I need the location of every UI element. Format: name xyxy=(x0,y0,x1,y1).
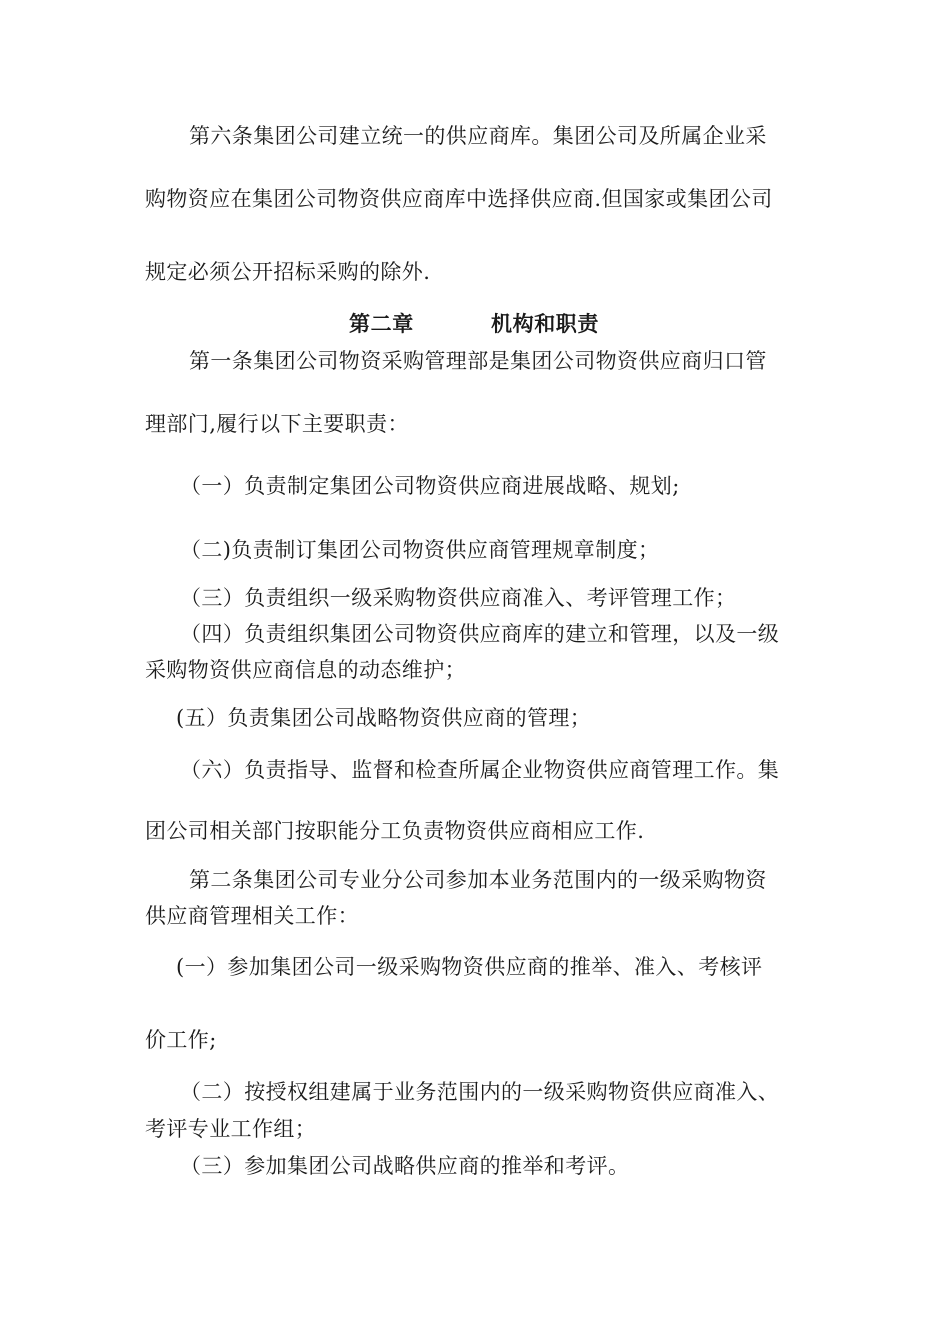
article1-item-4-cont: 采购物资供应商信息的动态维护； xyxy=(145,658,466,682)
article6-line-3: 规定必须公开招标采购的除外. xyxy=(145,260,431,284)
article1-line-2: 理部门,履行以下主要职责： xyxy=(145,412,409,436)
article1-item-1: （一）负责制定集团公司物资供应商进展战略、规划; xyxy=(180,474,680,498)
article1-item-4: （四）负责组织集团公司物资供应商库的建立和管理，以及一级 xyxy=(180,622,780,646)
chapter-number: 第二章 xyxy=(349,311,414,336)
article2-item-1: (一）参加集团公司一级采购物资供应商的推举、准入、考核评 xyxy=(176,955,763,979)
article2-line-2: 供应商管理相关工作： xyxy=(145,904,359,928)
article2-item-2-cont: 考评专业工作组； xyxy=(145,1117,317,1141)
article6-line-1: 第六条集团公司建立统一的供应商库。集团公司及所属企业采 xyxy=(189,124,767,148)
article2-item-2: （二）按授权组建属于业务范围内的一级采购物资供应商准入、 xyxy=(180,1080,780,1104)
article1-item-3: （三）负责组织一级采购物资供应商准入、考评管理工作； xyxy=(180,586,737,610)
article1-line-1: 第一条集团公司物资采购管理部是集团公司物资供应商归口管 xyxy=(189,349,767,373)
chapter-title: 机构和职责 xyxy=(491,311,599,336)
article1-item-5: (五）负责集团公司战略物资供应商的管理； xyxy=(176,706,592,730)
article1-item-6: （六）负责指导、监督和检查所属企业物资供应商管理工作。集 xyxy=(180,758,780,782)
article2-item-1-cont: 价工作; xyxy=(145,1028,217,1052)
article2-line-1: 第二条集团公司专业分公司参加本业务范围内的一级采购物资 xyxy=(189,868,767,892)
article2-item-3: （三）参加集团公司战略供应商的推举和考评。 xyxy=(180,1154,630,1178)
article1-item-2: （二)负责制订集团公司物资供应商管理规章制度； xyxy=(180,538,660,562)
article1-item-6-cont: 团公司相关部门按职能分工负责物资供应商相应工作. xyxy=(145,819,645,843)
article6-line-2: 购物资应在集团公司物资供应商库中选择供应商.但国家或集团公司 xyxy=(145,187,773,211)
